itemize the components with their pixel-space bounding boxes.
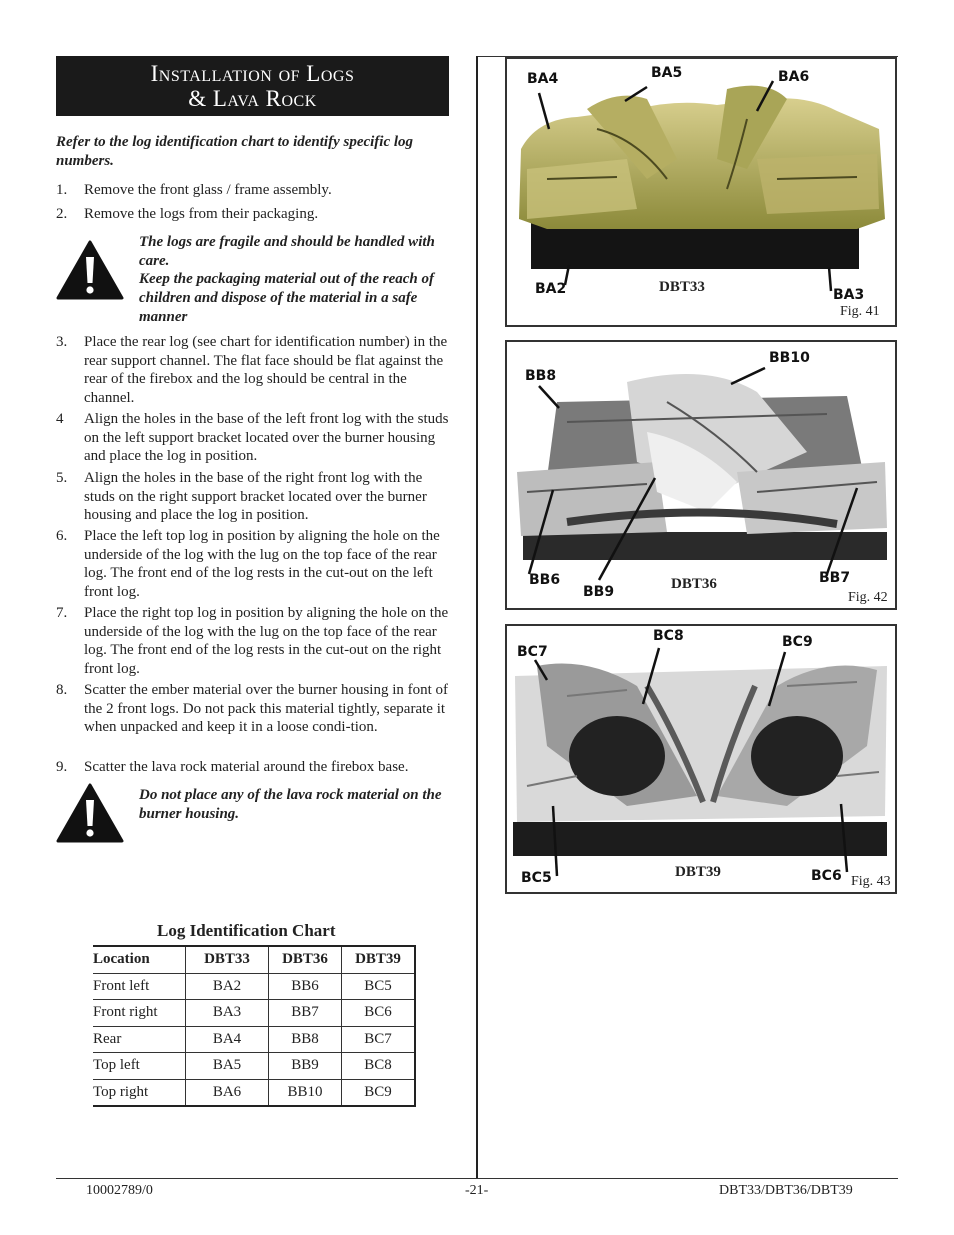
table-cell: Front left	[93, 973, 186, 1000]
step-9	[56, 758, 451, 777]
table-cell: BA2	[186, 973, 269, 1000]
intro-note: Refer to the log identification chart to identify specific log numbers.	[56, 134, 414, 169]
log-label: BA3	[833, 287, 865, 303]
log-label: BB9	[583, 584, 615, 600]
table-cell: Top right	[93, 1079, 186, 1106]
log-label: BC9	[782, 634, 813, 650]
step-number: 8.	[56, 682, 68, 698]
figure-model-label: DBT36	[671, 576, 717, 592]
step-number: 7.	[56, 605, 68, 621]
step-text: Place the right top log in position by aligning the hole on the underside of the log with the lug on the top face of the rear log. The front end of the log rests in the cut-out on the right front log.	[84, 605, 449, 678]
table-cell: BB8	[269, 1026, 342, 1053]
footer-page-number: -21-	[465, 1183, 489, 1198]
warning-fragile-line1: The logs are fragile and should be handled with care.	[139, 234, 435, 269]
table-header-cell: DBT39	[342, 946, 416, 973]
figure-41-dbt33	[505, 57, 897, 327]
log-label: BC7	[517, 644, 548, 660]
step-8	[56, 681, 451, 737]
log-label: BB10	[769, 350, 810, 366]
log-set-illustration	[507, 626, 895, 892]
log-label: BB7	[819, 570, 851, 586]
log-label: BA6	[778, 69, 810, 85]
footer-rule	[56, 1178, 898, 1179]
step-7	[56, 604, 451, 679]
log-label: BC6	[811, 868, 842, 884]
step-text: Place the rear log (see chart for identification number) in the rear support channel. The flat face should be flat against the rear of the firebox and the log should be central in the channel.	[84, 334, 448, 407]
step-2	[56, 205, 451, 224]
figure-42-dbt36	[505, 340, 897, 610]
table-cell: BC7	[342, 1026, 416, 1053]
step-text: Remove the front glass / frame assembly.	[84, 182, 332, 198]
table-cell: BC5	[342, 973, 416, 1000]
table-header-cell: Location	[93, 946, 186, 973]
step-number: 2.	[56, 206, 68, 222]
section-title	[56, 56, 449, 116]
figure-number: Fig. 42	[848, 590, 888, 605]
table-cell: BC6	[342, 1000, 416, 1027]
table-header-cell: DBT36	[269, 946, 342, 973]
table-cell: BB7	[269, 1000, 342, 1027]
table-row	[93, 1000, 415, 1027]
step-1	[56, 181, 451, 200]
log-label: BC5	[521, 870, 552, 886]
step-text: Scatter the ember material over the burner housing in font of the 2 front logs. Do not pack this material tightly, separate it when unpacked and keep it in a loose condi-tion.	[84, 682, 449, 736]
figure-model-label: DBT33	[659, 279, 705, 295]
step-text: Align the holes in the base of the left front log with the studs on the left support bracket located over the burner housing and place the log in position.	[84, 411, 449, 465]
section-title-line1: Installation of Logs	[150, 61, 355, 86]
table-header-row	[93, 946, 415, 973]
table-cell: BA5	[186, 1053, 269, 1080]
log-identification-table	[93, 945, 416, 1107]
table-cell: Rear	[93, 1026, 186, 1053]
step-text: Remove the logs from their packaging.	[84, 206, 319, 222]
table-cell: BA4	[186, 1026, 269, 1053]
warning-exclamation-icon	[56, 240, 124, 300]
table-cell: BA3	[186, 1000, 269, 1027]
table-row	[93, 1053, 415, 1080]
log-set-illustration	[507, 342, 895, 608]
table-cell: BB10	[269, 1079, 342, 1106]
step-number: 5.	[56, 470, 68, 486]
step-number: 3.	[56, 334, 68, 350]
step-4	[56, 410, 451, 466]
log-label: BA5	[651, 65, 683, 81]
figure-43-dbt39	[505, 624, 897, 894]
table-cell: BC9	[342, 1079, 416, 1106]
step-6	[56, 527, 451, 602]
figure-number: Fig. 43	[851, 874, 891, 889]
step-number: 4	[56, 411, 64, 427]
figure-model-label: DBT39	[675, 864, 721, 880]
step-5	[56, 469, 451, 525]
step-text: Scatter the lava rock material around the firebox base.	[84, 759, 409, 775]
table-cell: BC8	[342, 1053, 416, 1080]
warning-exclamation-icon	[56, 783, 124, 843]
table-cell: BA6	[186, 1079, 269, 1106]
figure-number: Fig. 41	[840, 304, 880, 319]
log-label: BB8	[525, 368, 557, 384]
table-cell: BB6	[269, 973, 342, 1000]
log-label: BA2	[535, 281, 567, 297]
warning-lava-rock-text: Do not place any of the lava rock material on the burner housing.	[139, 787, 442, 822]
log-label: BB6	[529, 572, 561, 588]
table-row	[93, 1079, 415, 1106]
table-header-cell: DBT33	[186, 946, 269, 973]
section-title-line2: & Lava Rock	[188, 86, 317, 111]
table-cell: Front right	[93, 1000, 186, 1027]
log-label: BA4	[527, 71, 559, 87]
log-label: BC8	[653, 628, 684, 644]
step-number: 1.	[56, 182, 68, 198]
table-cell: Top left	[93, 1053, 186, 1080]
footer-document-number: 10002789/0	[86, 1183, 153, 1198]
table-row	[93, 973, 415, 1000]
log-chart-title: Log Identification Chart	[157, 921, 336, 940]
warning-fragile-text	[139, 233, 451, 327]
table-cell: BB9	[269, 1053, 342, 1080]
warning-packaging-line: Keep the packaging material out of the reach of children and dispose of the material in a safe manner	[139, 271, 434, 325]
step-text: Place the left top log in position by aligning the hole on the underside of the log with the lug on the top face of the rear log. The front end of the log rests in the cut-out on the left front log.	[84, 528, 440, 601]
step-text: Align the holes in the base of the right front log with the studs on the right support bracket located over the burner housing and place the log in position.	[84, 470, 427, 524]
step-3	[56, 333, 451, 408]
step-number: 6.	[56, 528, 68, 544]
step-number: 9.	[56, 759, 68, 775]
column-divider	[476, 56, 478, 1178]
footer-model-list: DBT33/DBT36/DBT39	[719, 1183, 853, 1198]
table-row	[93, 1026, 415, 1053]
